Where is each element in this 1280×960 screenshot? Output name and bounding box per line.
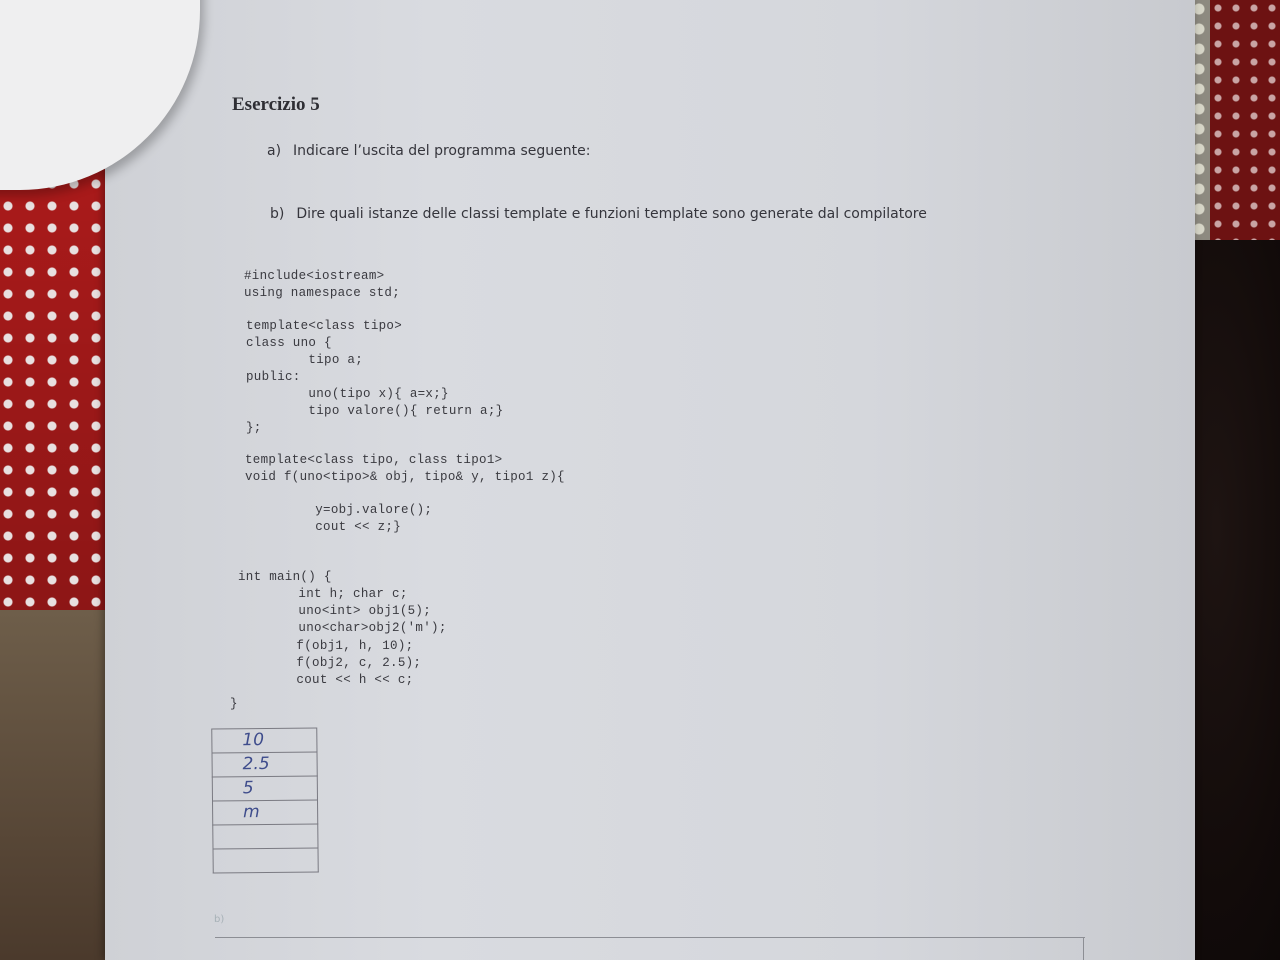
answer-value: m — [243, 802, 260, 823]
code-line: cout << z;} — [245, 520, 402, 534]
answer-row — [212, 776, 318, 801]
question-b-letter: b) — [270, 206, 285, 222]
code-line: uno<int> obj1(5); — [236, 604, 432, 618]
answer-value: 5 — [242, 778, 254, 799]
code-line: int h; char c; — [236, 587, 408, 601]
question-a-text: Indicare l’uscita del programma seguente: — [293, 143, 591, 159]
code-line: }; — [246, 421, 262, 435]
code-line: tipo a; — [246, 353, 364, 367]
footer-mark: b) — [214, 914, 225, 925]
question-b — [270, 206, 927, 222]
answer-row — [211, 728, 317, 753]
question-a-letter: a) — [267, 143, 282, 159]
code-line: f(obj1, h, 10); — [234, 639, 414, 653]
code-line: #include<iostream> — [244, 269, 385, 283]
code-line: cout << h << c; — [234, 673, 414, 687]
code-line: template<class tipo, class tipo1> — [245, 453, 503, 467]
answer-value: 2.5 — [242, 753, 270, 775]
code-line: int main() { — [238, 570, 332, 584]
code-line: template<class tipo> — [246, 319, 403, 333]
bottom-box-edge-right — [1083, 937, 1084, 960]
code-line: public: — [246, 370, 301, 384]
code-line: void f(uno<tipo>& obj, tipo& y, tipo1 z){ — [245, 470, 565, 484]
code-line: using namespace std; — [244, 286, 401, 300]
answer-value: 10 — [242, 730, 265, 751]
code-line: f(obj2, c, 2.5); — [234, 656, 422, 670]
code-line: tipo valore(){ return a;} — [246, 404, 504, 418]
answer-row — [212, 824, 318, 849]
code-line: class uno { — [246, 336, 332, 350]
bottom-box-edge — [215, 937, 1085, 938]
exercise-title: Esercizio 5 — [232, 94, 320, 115]
code-line: uno(tipo x){ a=x;} — [246, 387, 449, 401]
answer-row — [213, 848, 319, 873]
answer-row — [212, 752, 318, 777]
code-line: } — [230, 697, 238, 711]
code-line: y=obj.valore(); — [245, 503, 433, 517]
question-a — [267, 143, 590, 159]
answer-table — [211, 727, 319, 873]
code-line: uno<char>obj2('m'); — [236, 621, 447, 635]
question-b-text: Dire quali istanze delle classi template e funzioni template sono generate dal compilatore — [296, 206, 927, 222]
answer-row — [212, 800, 318, 825]
